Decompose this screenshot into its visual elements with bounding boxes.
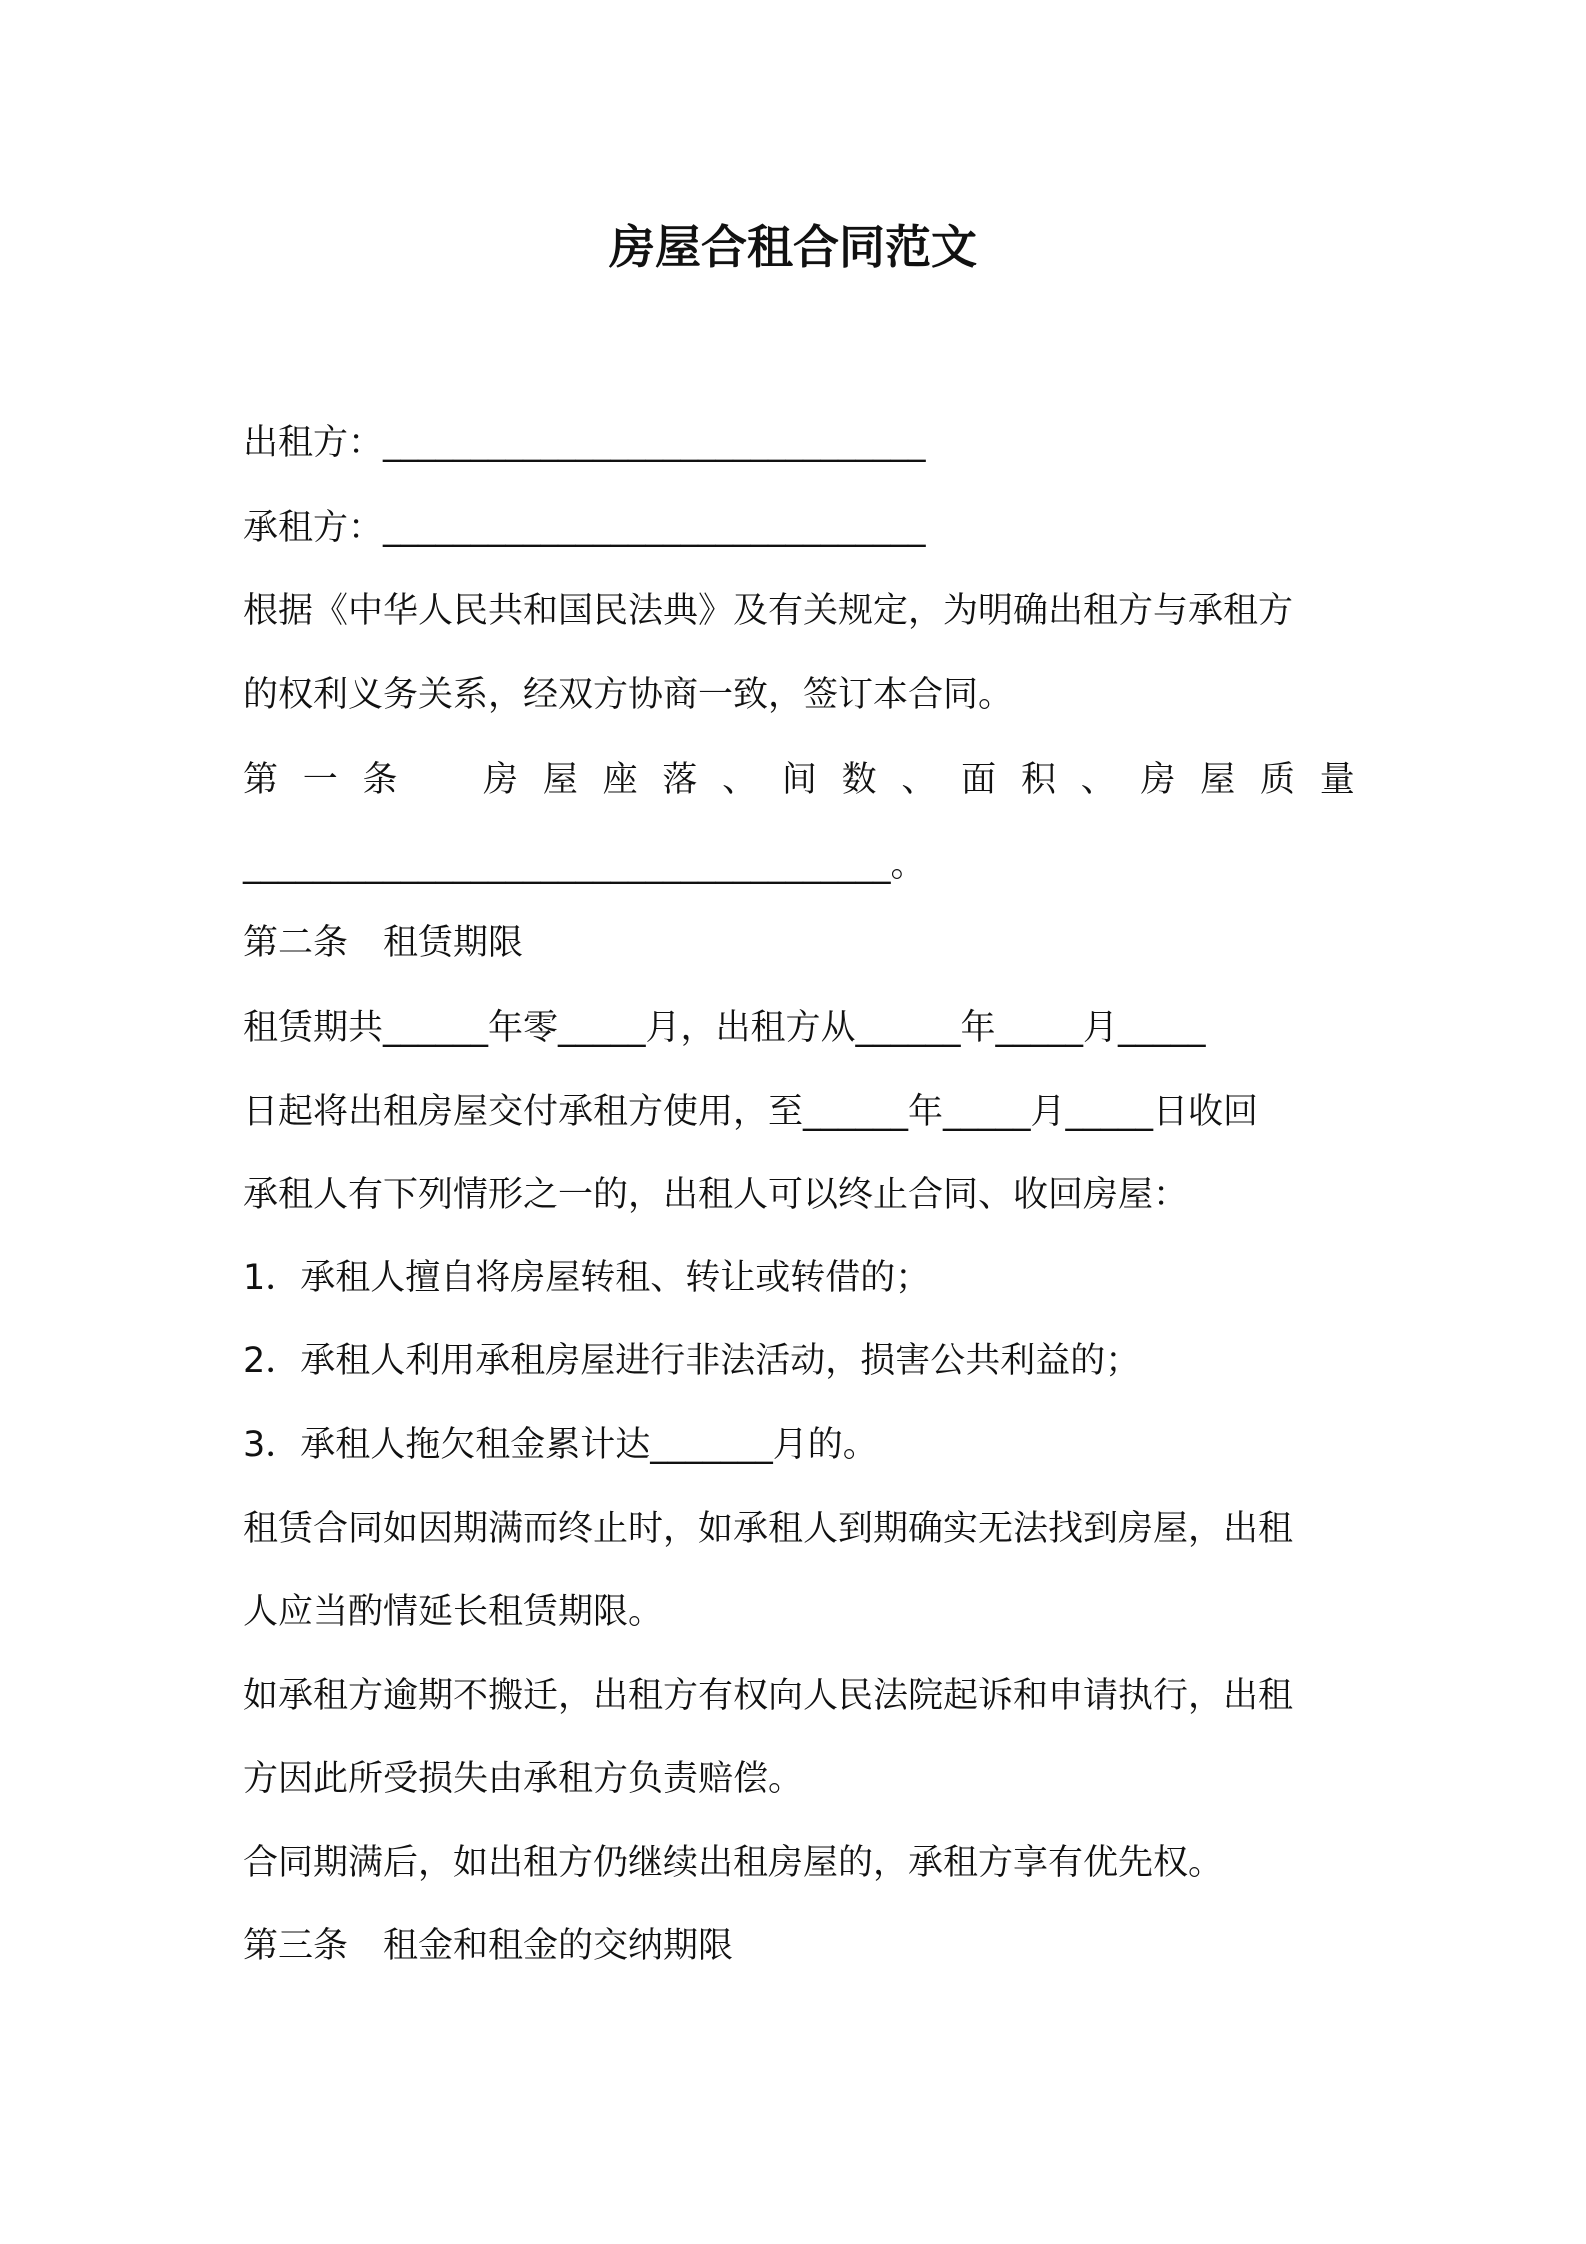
article-1-char: 落 [662,760,698,800]
expiry-paragraph-line-2: 人应当酌情延长租赁期限。 [243,1592,664,1632]
article-1-char: 面 [961,760,997,800]
article-1-char: 房 [483,760,519,800]
lease-term-line-2: 日起将出租房屋交付承租方使用，至______年_____月_____日收回 [243,1092,1259,1132]
intro-paragraph-line-2: 的权利义务关系，经双方协商一致，签订本合同。 [243,675,1014,715]
article-1-char: 间 [781,760,817,800]
article-3-heading: 第三条 租金和租金的交纳期限 [243,1926,734,1966]
article-1-char: 、 [1080,760,1116,800]
article-1-heading [243,755,1355,805]
article-1-blank-line: _____________________________________。 [243,845,926,885]
termination-item-2: 2．承租人利用承租房屋进行非法活动，损害公共利益的； [243,1341,1141,1381]
priority-clause: 合同期满后，如出租方仍继续出租房屋的，承租方享有优先权。 [243,1843,1224,1883]
article-1-char: 房 [1140,760,1176,800]
article-1-char: 屋 [1200,760,1236,800]
article-2-heading: 第二条 租赁期限 [243,923,524,963]
termination-item-3: 3．承租人拖欠租金累计达_______月的。 [243,1425,878,1465]
document-title: 房屋合租合同范文 [609,220,977,274]
overdue-paragraph-line-2: 方因此所受损失由承租方负责赔偿。 [243,1759,804,1799]
article-1-char: 、 [722,760,758,800]
article-1-char: 座 [602,760,638,800]
overdue-paragraph-line-1: 如承租方逾期不搬迁，出租方有权向人民法院起诉和申请执行，出租 [243,1676,1294,1716]
article-1-char: 一 [302,760,338,800]
article-1-char [422,755,458,805]
termination-intro: 承租人有下列情形之一的，出租人可以终止合同、收回房屋： [243,1175,1189,1215]
article-1-char: 屋 [542,760,578,800]
lessor-line: 出租方：_______________________________ [243,423,926,463]
expiry-paragraph-line-1: 租赁合同如因期满而终止时，如承租人到期确实无法找到房屋，出租 [243,1509,1294,1549]
article-1-char: 、 [901,760,937,800]
article-1-char: 第 [243,760,279,800]
lease-term-line-1: 租赁期共______年零_____月，出租方从______年_____月_____ [243,1008,1206,1048]
intro-paragraph-line-1: 根据《中华人民共和国民法典》及有关规定，为明确出租方与承租方 [243,591,1294,631]
article-1-char: 条 [362,760,398,800]
article-1-char: 量 [1319,760,1355,800]
article-1-char: 数 [841,760,877,800]
lessee-line: 承租方：_______________________________ [243,508,926,548]
article-1-char: 质 [1260,760,1296,800]
termination-item-1: 1．承租人擅自将房屋转租、转让或转借的； [243,1258,931,1298]
article-1-char: 积 [1020,760,1056,800]
